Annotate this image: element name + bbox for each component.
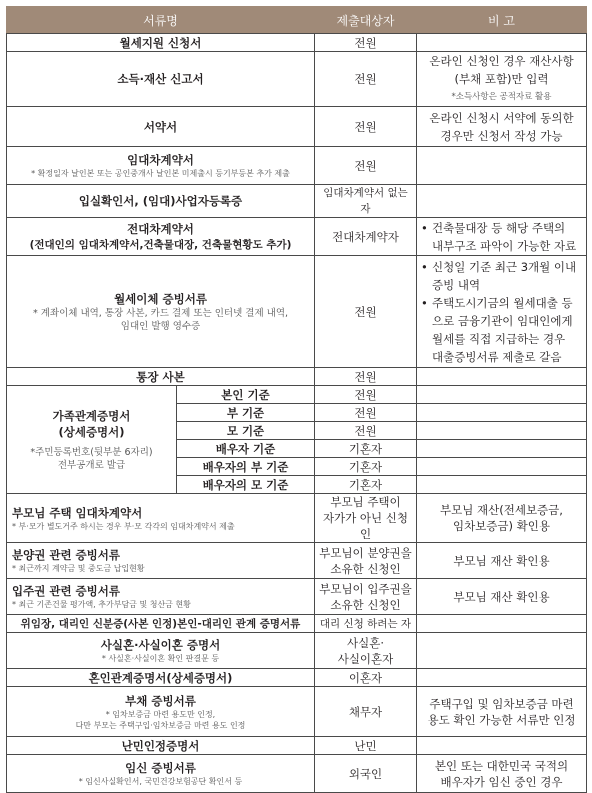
document-name: 부채 증빙서류: [125, 693, 196, 708]
header-remark: 비 고: [417, 7, 587, 34]
table-row: [7, 368, 587, 386]
document-name-cell: [7, 218, 315, 256]
target-cell: 외국인: [315, 755, 417, 793]
document-name: 혼인관계증명서(상세증명서): [7, 669, 315, 687]
document-name: 난민인정증명서: [7, 737, 315, 755]
family-basis: 부 기준: [177, 404, 315, 422]
remark-cell: [417, 458, 587, 476]
document-name: 위임장, 대리인 신분증(사본 인정)본인-대리인 관계 증명서류: [7, 615, 315, 633]
document-note: *주민등록번호(뒷부분 6자리): [30, 446, 153, 458]
table-row: [7, 755, 587, 793]
target-cell: 기혼자: [315, 458, 417, 476]
remark-cell: 부모님 재산 확인용: [417, 543, 587, 579]
remark-cell: [417, 440, 587, 458]
target-cell: 전원: [315, 34, 417, 52]
document-name: 입실확인서, (임대)사업자등록증: [7, 185, 315, 218]
remark-cell: 본인 또는 대한민국 국적의 배우자가 임신 중인 경우: [417, 755, 587, 793]
document-name: 월세지원 신청서: [7, 34, 315, 52]
header-target: 제출대상자: [315, 7, 417, 34]
table-row: [7, 737, 587, 755]
remark-bullet: • 건축물대장 등 해당 주택의 내부구조 파악이 가능한 자료: [432, 219, 583, 255]
target-cell: 전원: [315, 107, 417, 147]
remark-line: 온라인 신청시 서약에 동의한: [429, 110, 574, 125]
family-basis: 본인 기준: [177, 386, 315, 404]
document-table: [6, 6, 587, 793]
document-note: * 사실혼·사실이혼 확인 판결문 등: [101, 654, 220, 663]
document-name: 분양권 관련 증빙서류: [12, 548, 120, 562]
remark-cell: [417, 34, 587, 52]
remark-cell: 부모님 재산(전세보증금, 임차보증금) 확인용: [417, 494, 587, 543]
target-cell: 전원: [315, 386, 417, 404]
target-cell: 임대차계약서 없는 자: [315, 185, 417, 218]
target-cell: 부모님이 입주권을 소유한 신청인: [315, 579, 417, 615]
family-basis: 배우자의 모 기준: [177, 476, 315, 494]
target-cell: 난민: [315, 737, 417, 755]
family-basis: 배우자의 부 기준: [177, 458, 315, 476]
family-document-cell: [7, 386, 177, 494]
table-row: [7, 386, 587, 404]
table-row: [7, 256, 587, 368]
document-name-cell: [7, 633, 315, 669]
target-cell: 전원: [315, 256, 417, 368]
document-name: 가족관계증명서: [52, 408, 131, 423]
remark-cell: [417, 386, 587, 404]
target-cell: 전원: [315, 404, 417, 422]
remark-cell: [417, 422, 587, 440]
remark-cell: [417, 737, 587, 755]
document-note: * 최근까지 계약금 및 중도금 납입현황: [12, 564, 145, 573]
remark-cell: [417, 107, 587, 147]
remark-cell: [417, 615, 587, 633]
target-cell: 채무자: [315, 687, 417, 737]
target-cell: 전원: [315, 368, 417, 386]
target-cell: 대리 신청 하려는 자: [315, 615, 417, 633]
remark-cell: [417, 633, 587, 669]
target-cell: 기혼자: [315, 440, 417, 458]
remark-cell: [417, 476, 587, 494]
target-cell: 전원: [315, 147, 417, 185]
header-row: [7, 7, 587, 34]
remark-cell: [417, 147, 587, 185]
document-note: * 부·모가 별도거주 하시는 경우 부·모 각각의 임대차계약서 제출: [12, 521, 235, 531]
target-cell: 전대차계약자: [315, 218, 417, 256]
document-note: * 임신사실확인서, 국민건강보험공단 확인서 등: [78, 777, 243, 786]
remark-cell: [417, 185, 587, 218]
document-name-detail: (상세증명서): [58, 424, 125, 439]
table-row: [7, 185, 587, 218]
table-row: [7, 147, 587, 185]
document-note: 전부공개로 발급: [57, 459, 126, 471]
table-row: [7, 633, 587, 669]
remark-bullet: • 주택도시기금의 월세대출 등 으로 금융기관이 임대인에게 월세를 직접 지급하는 경우 대출증빙서류 제출로 갈음: [432, 294, 583, 366]
document-name: 임신 증빙서류: [125, 761, 196, 775]
remark-cell: [417, 669, 587, 687]
document-name-cell: [7, 687, 315, 737]
document-name-cell: [7, 579, 315, 615]
target-cell: 사실혼· 사실이혼자: [315, 633, 417, 669]
document-name: 서약서: [7, 107, 315, 147]
remark-cell: [417, 368, 587, 386]
document-name: 부모님 주택 임대차계약서: [12, 505, 143, 520]
document-note: * 확정일자 날인본 또는 공인중개사 날인본 미제출시 등기부등본 추가 제출: [31, 169, 290, 178]
remark-line: 경우만 신청서 작성 가능: [440, 128, 563, 143]
target-cell: 부모님 주택이 자가가 아닌 신청인: [315, 494, 417, 543]
document-name: 임대차계약서: [127, 153, 194, 167]
document-name: 월세이체 증빙서류: [114, 291, 207, 306]
family-basis: 배우자 기준: [177, 440, 315, 458]
document-name: 전대차계약서: [127, 221, 194, 236]
document-note: * 임차보증금 마련 용도만 인정,: [105, 709, 216, 719]
document-note: 다만 부모는 주택구입·임차보증금 마련 용도 인정: [75, 720, 246, 730]
table-row: [7, 34, 587, 52]
document-note: 임대인 발행 영수증: [120, 320, 201, 332]
document-name: 통장 사본: [7, 368, 315, 386]
target-cell: 전원: [315, 422, 417, 440]
family-basis: 모 기준: [177, 422, 315, 440]
document-name-cell: [7, 755, 315, 793]
remark-note: *소득사항은 공적자료 활용: [451, 92, 552, 102]
document-name-cell: [7, 256, 315, 368]
header-document-name: 서류명: [7, 7, 315, 34]
document-name: 사실혼·사실이혼 증명서: [100, 638, 221, 652]
document-name-cell: [7, 494, 315, 543]
document-name: 소득·재산 신고서: [7, 52, 315, 107]
remark-cell: [417, 52, 587, 107]
table-row: [7, 543, 587, 579]
remark-cell: [417, 404, 587, 422]
target-cell: 부모님이 분양권을 소유한 신청인: [315, 543, 417, 579]
document-name-cell: [7, 543, 315, 579]
remark-cell: 부모님 재산 확인용: [417, 579, 587, 615]
table-row: [7, 615, 587, 633]
target-cell: 전원: [315, 52, 417, 107]
document-name-detail: (전대인의 임대차계약서,건축물대장, 건축물현황도 추가): [29, 238, 292, 251]
table-row: [7, 687, 587, 737]
remark-cell: 주택구입 및 임차보증금 마련 용도 확인 가능한 서류만 인정: [417, 687, 587, 737]
remark-cell: [417, 218, 587, 256]
table-row: [7, 579, 587, 615]
table-row: [7, 218, 587, 256]
document-name-cell: [7, 147, 315, 185]
table-row: [7, 52, 587, 107]
table-row: [7, 107, 587, 147]
remark-line: (부채 포함)만 입력: [454, 72, 549, 86]
table-row: [7, 494, 587, 543]
table-row: [7, 669, 587, 687]
remark-bullet: • 신청일 기준 최근 3개월 이내 증빙 내역: [432, 258, 583, 294]
document-name: 입주권 관련 증빙서류: [12, 584, 120, 598]
target-cell: 기혼자: [315, 476, 417, 494]
remark-cell: [417, 256, 587, 368]
document-note: * 계좌이체 내역, 통장 사본, 카드 결제 또는 인터넷 결제 내역,: [32, 307, 289, 319]
document-note: * 최근 기존건물 평가액, 추가부담금 및 청산금 현황: [12, 600, 191, 609]
remark-line: 온라인 신청인 경우 재산사항: [429, 54, 574, 68]
target-cell: 이혼자: [315, 669, 417, 687]
